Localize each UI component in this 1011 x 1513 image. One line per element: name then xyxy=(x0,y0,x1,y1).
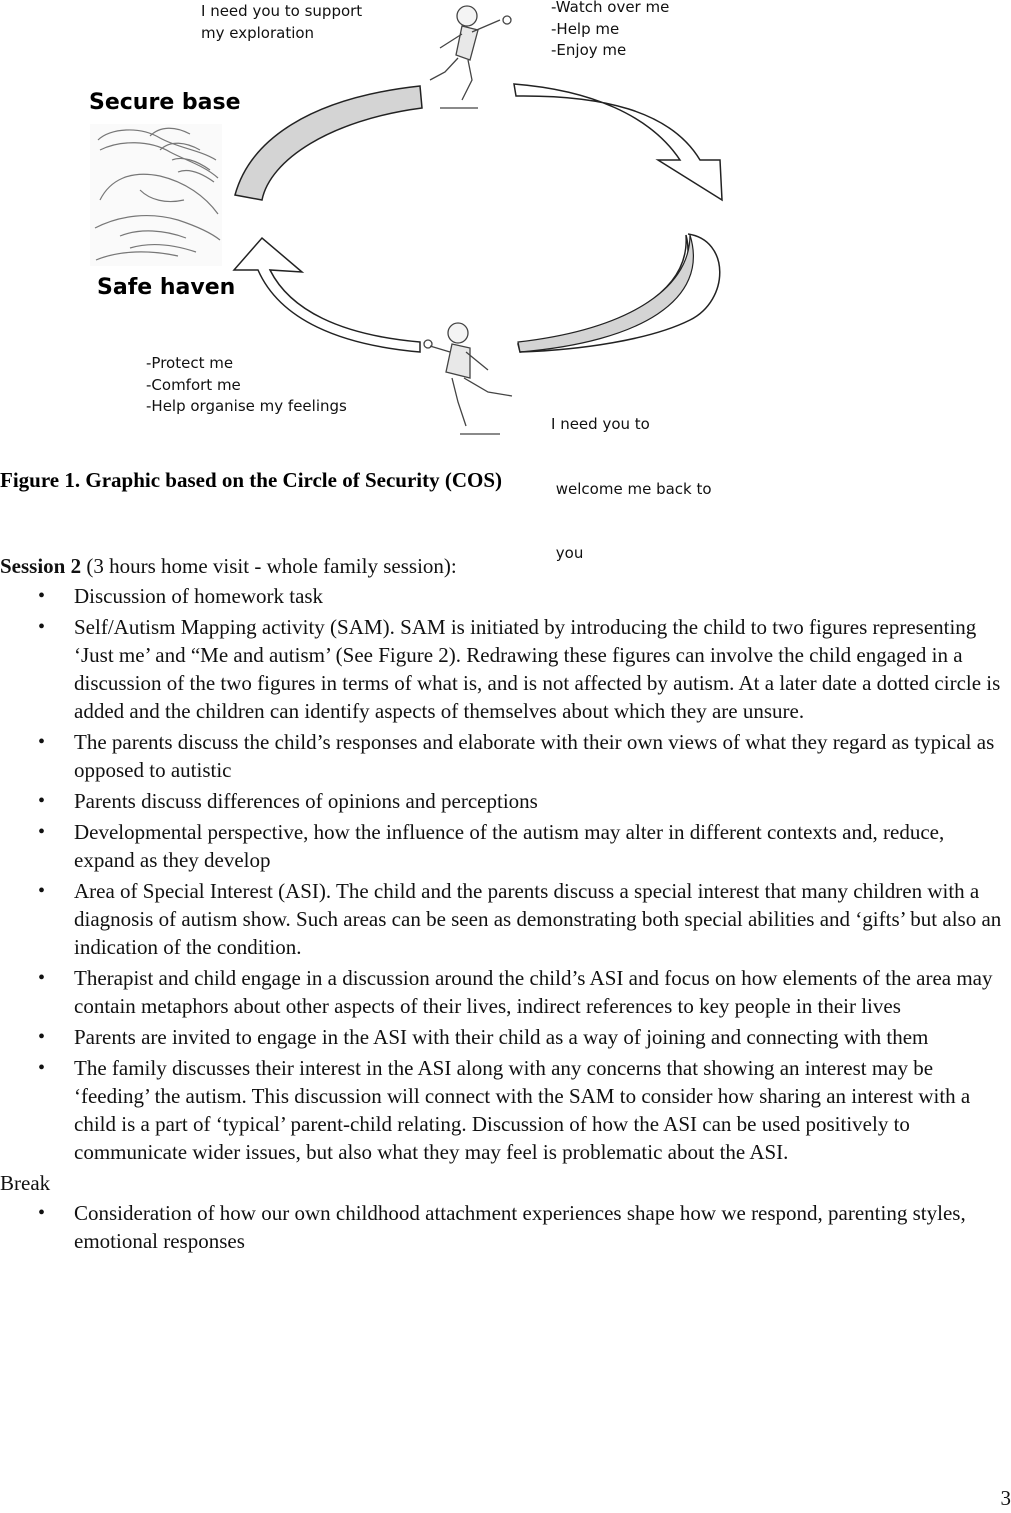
top-right-line-3: -Enjoy me xyxy=(551,41,627,59)
bullet-glyph: • xyxy=(38,1057,46,1079)
child-running-bottom-icon xyxy=(424,323,512,434)
bottom-right-line-1: I need you to xyxy=(551,415,650,433)
list-item xyxy=(0,1054,1011,1166)
top-right-text xyxy=(551,0,669,62)
page-number: 3 xyxy=(1000,1486,1011,1510)
list-item xyxy=(0,964,1011,1020)
list-item-text: Parents are invited to engage in the ASI with their child as a way of joining and connecting with them xyxy=(74,1025,929,1049)
session-section xyxy=(0,552,1011,1258)
session-subtitle: (3 hours home visit - whole family session): xyxy=(81,554,457,578)
list-item xyxy=(0,728,1011,784)
list-item xyxy=(0,582,1011,610)
bullet-glyph: • xyxy=(38,790,46,812)
break-label: Break xyxy=(0,1171,51,1195)
child-running-top-icon xyxy=(430,6,511,108)
top-left-line-1: I need you to support xyxy=(201,2,363,20)
bottom-left-line-3: -Help organise my feelings xyxy=(146,397,347,415)
bottom-right-line-3: you xyxy=(551,544,584,562)
bullet-glyph: • xyxy=(38,731,46,753)
list-item xyxy=(0,613,1011,725)
top-left-text xyxy=(201,1,362,44)
bottom-right-line-2: welcome me back to xyxy=(551,479,712,498)
bullet-glyph: • xyxy=(38,1202,46,1224)
top-right-line-1: -Watch over me xyxy=(551,0,670,16)
bullet-glyph: • xyxy=(38,821,46,843)
list-item xyxy=(0,1199,1011,1255)
bullet-glyph: • xyxy=(38,880,46,902)
list-item-text: Parents discuss differences of opinions and perceptions xyxy=(74,789,538,813)
list-item-text: Developmental perspective, how the influence of the autism may alter in different contexts and, reduce, expand as they develop xyxy=(74,820,945,872)
bullet-glyph: • xyxy=(38,616,46,638)
bullet-glyph: • xyxy=(38,967,46,989)
figure-caption: Figure 1. Graphic based on the Circle of Security (COS) xyxy=(0,468,503,492)
session-title: Session 2 xyxy=(0,554,82,578)
bullet-glyph: • xyxy=(38,1026,46,1048)
hands-icon xyxy=(90,124,222,266)
list-item-text: Area of Special Interest (ASI). The child and the parents discuss a special interest that many children with a diagnosis of autism show. Such areas can be seen as demonstrating both special abilities and ‘gifts’ but also an indication of the condition. xyxy=(74,879,1002,959)
safe-haven-label: Safe haven xyxy=(97,275,236,300)
arc-lower-right-fill xyxy=(518,235,693,352)
bottom-left-text xyxy=(146,353,347,418)
arc-upper-left xyxy=(235,86,422,200)
list-item-text: Discussion of homework task xyxy=(74,584,324,608)
bottom-left-line-2: -Comfort me xyxy=(146,375,241,394)
secure-base-label: Secure base xyxy=(89,90,241,115)
list-item xyxy=(0,877,1011,961)
session-heading xyxy=(0,552,1011,580)
list-item xyxy=(0,818,1011,874)
session-bullet-list xyxy=(0,582,1011,1166)
top-right-line-2: -Help me xyxy=(551,19,620,38)
arrow-lower-left xyxy=(234,238,420,352)
arrow-upper-right xyxy=(514,84,722,200)
list-item-text: Self/Autism Mapping activity (SAM). SAM is initiated by introducing the child to two figures representing ‘Just me’ and “Me and autism’ (See Figure 2). Redrawing these figures can involve the child engaged in a discussion of the two figures in terms of what is, and is not affected by autism. At a later date a dotted circle is added and the children can identify aspects of themselves about which they are unsure. xyxy=(74,615,1001,723)
top-left-line-2: my exploration xyxy=(201,23,315,42)
list-item xyxy=(0,787,1011,815)
after-break-bullet-list xyxy=(0,1199,1011,1255)
list-item-text: The family discusses their interest in the ASI along with any concerns that showing an interest may be ‘feeding’ the autism. This discussion will connect with the SAM to consider how sharing an interest with a child is a part of ‘typical’ parent-child relating. Discussion of how the ASI can be used positively to communicate wider issues, but also what they may feel is problematic about the ASI. xyxy=(74,1056,971,1164)
bottom-left-line-1: -Protect me xyxy=(146,354,234,372)
list-item-text: Therapist and child engage in a discussion around the child’s ASI and focus on how elements of the area may contain metaphors about other aspects of their lives, indirect references to key people in their lives xyxy=(74,966,993,1018)
list-item-text: The parents discuss the child’s responses and elaborate with their own views of what they regard as typical as opposed to autistic xyxy=(74,730,995,782)
list-item xyxy=(0,1023,1011,1051)
list-item-text: Consideration of how our own childhood attachment experiences shape how we respond, parenting styles, emotional responses xyxy=(74,1201,966,1253)
bullet-glyph: • xyxy=(38,585,46,607)
